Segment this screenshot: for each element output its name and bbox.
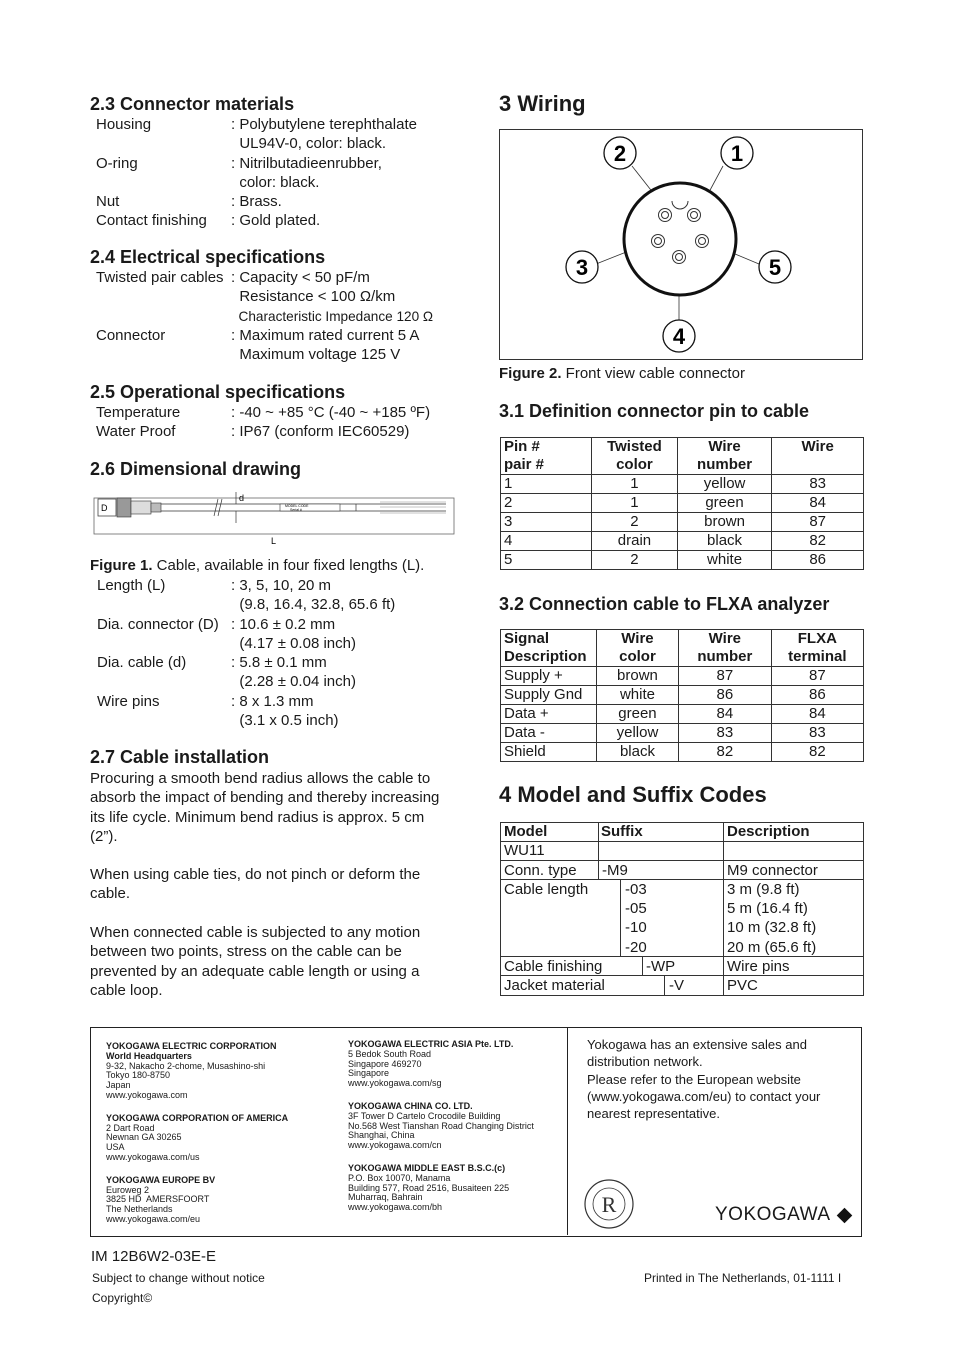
section-title-cable-installation: 2.7 Cable installation [90, 747, 270, 767]
address-line: www.yokogawa.com/cn [348, 1140, 442, 1151]
address-line: www.yokogawa.com [106, 1089, 188, 1100]
table-cell: 82 [772, 532, 864, 551]
spec-value: color: black. [231, 173, 320, 191]
table-cell: Data + [501, 705, 597, 724]
spec-key [90, 173, 231, 192]
address-line: Japan [106, 1080, 131, 1091]
address-line: P.O. Box 10070, Manama [348, 1172, 451, 1183]
table-header-cell: Wire number [677, 438, 772, 475]
table-cell: black [677, 532, 772, 551]
table-cell: Supply + [501, 667, 597, 686]
spec-key [90, 345, 231, 364]
table-cell: 2 [592, 513, 678, 532]
quality-seal-icon [583, 1178, 635, 1230]
table-row [501, 705, 864, 724]
address-line: 2 Dart Road [106, 1122, 155, 1133]
table-row [501, 743, 864, 762]
subject-to-change: Subject to change without notice [92, 1271, 265, 1285]
cable-installation-paragraph-2: When using cable ties, do not pinch or deform the cable. [90, 866, 421, 903]
table-row [501, 532, 864, 551]
table-cell: 3 [501, 513, 592, 532]
spec-row [97, 576, 395, 595]
spec-value: : Brass. [231, 193, 282, 211]
drawing-label-L: L [271, 536, 277, 546]
section-title-electrical-specs: 2.4 Electrical specifications [90, 247, 326, 267]
spec-row [90, 268, 433, 287]
table-cell: drain [592, 532, 678, 551]
table-row [501, 475, 864, 494]
office-address [106, 1042, 336, 1101]
spec-row [97, 634, 395, 653]
table-row [501, 494, 864, 513]
conn-type-code: -M9 [602, 862, 628, 879]
drawing-label-d: d [239, 493, 245, 503]
spec-value: (9.8, 16.4, 32.8, 65.6 ft) [231, 596, 396, 614]
table-cell: green [596, 705, 678, 724]
jacket-material-code: -V [669, 977, 684, 994]
spec-row [97, 672, 395, 691]
spec-row [90, 326, 433, 345]
table-cell: 2 [592, 551, 678, 570]
spec-row [97, 595, 395, 614]
section-title-model-suffix-codes: 4 Model and Suffix Codes [499, 782, 767, 807]
spec-key: Nut [96, 193, 120, 211]
spec-row [97, 692, 395, 711]
address-line: Muharraq, Bahrain [348, 1192, 423, 1203]
spec-key [90, 307, 231, 326]
office-address [348, 1040, 563, 1089]
spec-value: (2.28 ± 0.04 inch) [231, 673, 356, 691]
table-cell: 84 [679, 705, 772, 724]
spec-row [90, 154, 417, 173]
cable-length-code-10: -10 [625, 919, 647, 936]
spec-row [90, 134, 417, 153]
spec-key: Water Proof [96, 423, 176, 441]
table-cell: 87 [679, 667, 772, 686]
spec-row [97, 653, 395, 672]
cable-finishing-code: -WP [646, 958, 676, 975]
table-row [501, 724, 864, 743]
connector-materials-list [90, 115, 417, 231]
table-cell: 87 [772, 513, 864, 532]
office-address [106, 1114, 336, 1163]
electrical-specs-list [90, 268, 433, 364]
spec-value: UL94V-0, color: black. [231, 135, 387, 153]
table-cell: Data - [501, 724, 597, 743]
table-cell: brown [596, 667, 678, 686]
spec-row [90, 192, 417, 211]
contact-footer-box [90, 1027, 862, 1237]
address-line: The Netherlands [106, 1204, 173, 1215]
cable-length-label: Cable length [504, 881, 589, 898]
model-code: WU11 [504, 842, 545, 859]
address-line: No.568 West Tianshan Road Changing District [348, 1120, 534, 1131]
spec-value: (3.1 x 0.5 inch) [231, 712, 339, 730]
spec-value: : 10.6 ± 0.2 mm [231, 615, 336, 633]
svg-text:R: R [601, 1192, 617, 1217]
table-cell: 2 [501, 494, 592, 513]
office-address [106, 1176, 336, 1225]
table-cell: 1 [592, 494, 678, 513]
address-line: 3825 HD AMERSFOORT [106, 1194, 210, 1205]
table-cell: 1 [592, 475, 678, 494]
spec-value: Maximum voltage 125 V [231, 346, 401, 364]
figure-1-caption: Figure 1. Cable, available in four fixed lengths (L). [90, 557, 425, 574]
diamond-icon [836, 1207, 852, 1223]
spec-value: : Capacity < 50 pF/m [231, 269, 370, 286]
conn-type-desc: M9 connector [727, 862, 818, 879]
address-line: Singapore [348, 1068, 390, 1079]
spec-key [90, 287, 231, 306]
spec-row [97, 615, 395, 634]
drawing-label-serial: Serial # [290, 508, 302, 512]
spec-value: : -40 ~ +85 °C (-40 ~ +185 ºF) [231, 404, 431, 421]
flxa-connection-table [500, 629, 864, 762]
spec-row [90, 287, 433, 306]
spec-key: Dia. cable (d) [97, 654, 187, 672]
section-title-dimensional-drawing: 2.6 Dimensional drawing [90, 459, 302, 479]
drawing-label-model-code: MODEL CODE [285, 504, 309, 508]
table-header-cell: Wire color [596, 630, 678, 667]
office-name: YOKOGAWA CHINA CO. LTD. [348, 1100, 473, 1111]
office-name: YOKOGAWA ELECTRIC CORPORATION [106, 1041, 277, 1051]
address-line: 3F Tower D Cartelo Crocodile Building [348, 1110, 501, 1121]
table-cell: Shield [501, 743, 597, 762]
pin-definition-table [500, 437, 864, 570]
table-cell: green [677, 494, 772, 513]
address-line: 9-32, Nakacho 2-chome, Musashino-shi [106, 1060, 266, 1071]
table-header-cell: Wire [772, 438, 864, 475]
spec-key: Length (L) [97, 577, 166, 594]
spec-key: Wire pins [97, 692, 160, 710]
spec-row [90, 403, 430, 422]
spec-value: : IP67 (conform IEC60529) [231, 423, 410, 441]
spec-value: : 8 x 1.3 mm [231, 692, 314, 710]
section-title-flxa-connection: 3.2 Connection cable to FLXA analyzer [499, 594, 830, 614]
drawing-label-D: D [101, 503, 108, 513]
spec-key [90, 134, 231, 153]
spec-value: : Maximum rated current 5 A [231, 326, 420, 344]
cable-length-desc-10: 10 m (32.8 ft) [727, 919, 817, 936]
table-cell: 82 [679, 743, 772, 762]
pin-label-1: 1 [730, 141, 744, 166]
address-line: www.yokogawa.com/bh [348, 1202, 443, 1213]
spec-row [90, 115, 417, 134]
table-cell: 86 [772, 551, 864, 570]
model-suffix-table [500, 822, 864, 996]
table-cell: yellow [596, 724, 678, 743]
spec-value: : Nitrilbutadieenrubber, [231, 154, 382, 172]
table-cell: 87 [771, 667, 863, 686]
document-id: IM 12B6W2-03E-E [91, 1248, 217, 1265]
table-cell: 4 [501, 532, 592, 551]
cable-length-code-05: -05 [625, 900, 647, 917]
section-title-pin-definition: 3.1 Definition connector pin to cable [499, 401, 810, 421]
cable-finishing-label: Cable finishing [504, 958, 603, 975]
spec-row [97, 711, 395, 730]
conn-type-label: Conn. type [504, 862, 577, 879]
office-name: YOKOGAWA EUROPE BV [106, 1174, 216, 1185]
address-line: 5 Bedok South Road [348, 1048, 432, 1059]
copyright: Copyright© [92, 1291, 153, 1305]
operational-specs-list [90, 403, 430, 442]
office-name: YOKOGAWA CORPORATION OF AMERICA [106, 1112, 289, 1123]
address-line: Newnan GA 30265 [106, 1132, 182, 1143]
cable-length-desc-20: 20 m (65.6 ft) [727, 939, 817, 956]
spec-value: Resistance < 100 Ω/km [231, 288, 396, 306]
header-model: Model [504, 823, 548, 840]
table-cell: Supply Gnd [501, 686, 597, 705]
cable-length-code-03: -03 [625, 881, 647, 898]
pin-label-5: 5 [768, 255, 782, 280]
address-line: Tokyo 180-8750 [106, 1070, 171, 1081]
table-cell: white [596, 686, 678, 705]
office-address [348, 1164, 563, 1213]
table-cell: 1 [501, 475, 592, 494]
cable-dimensions-list [97, 576, 395, 730]
jacket-material-label: Jacket material [504, 977, 605, 994]
cable-installation-paragraph-3: When connected cable is subjected to any motion between two points, stress on the cable can be prevented by an adequate cable length or using a cable loop. [90, 924, 421, 999]
office-name: YOKOGAWA MIDDLE EAST B.S.C.(c) [348, 1162, 506, 1173]
table-row [501, 686, 864, 705]
spec-key: Twisted pair cables [96, 269, 224, 286]
address-line: Building 577, Road 2516, Busaiteen 225 [348, 1182, 510, 1193]
spec-key [97, 595, 231, 614]
spec-key [97, 634, 231, 653]
table-row [501, 667, 864, 686]
table-cell: 83 [679, 724, 772, 743]
table-cell: 5 [501, 551, 592, 570]
address-line: www.yokogawa.com/sg [348, 1078, 442, 1089]
table-header-cell: Signal Description [501, 630, 597, 667]
section-title-wiring: 3 Wiring [499, 91, 586, 116]
table-cell: 83 [772, 475, 864, 494]
spec-key: Connector [96, 326, 166, 344]
spec-row [90, 307, 433, 326]
office-address [348, 1102, 563, 1151]
table-header-cell: FLXA terminal [771, 630, 863, 667]
table-cell: 82 [771, 743, 863, 762]
table-row [501, 551, 864, 570]
address-line: www.yokogawa.com/eu [106, 1213, 201, 1224]
spec-row [90, 211, 417, 230]
pin-label-4: 4 [672, 324, 686, 349]
header-description: Description [727, 823, 810, 840]
table-cell: 83 [771, 724, 863, 743]
table-cell: 86 [679, 686, 772, 705]
address-line: Singapore 469270 [348, 1058, 422, 1069]
table-cell: brown [677, 513, 772, 532]
address-line: World Headquarters [106, 1050, 192, 1061]
cable-length-code-20: -20 [625, 939, 647, 956]
table-header-cell: Wire number [679, 630, 772, 667]
cable-dimensional-drawing [90, 486, 460, 548]
cable-finishing-desc: Wire pins [727, 958, 790, 975]
section-title-operational-specs: 2.5 Operational specifications [90, 382, 346, 402]
pin-label-2: 2 [613, 141, 627, 166]
figure-2-caption: Figure 2. Front view cable connector [499, 365, 745, 382]
table-header-cell: Twisted color [592, 438, 678, 475]
spec-row [90, 422, 430, 441]
spec-row [90, 345, 433, 364]
address-line: USA [106, 1142, 125, 1153]
cable-installation-paragraph-1: Procuring a smooth bend radius allows the cable to absorb the impact of bending and thereby increasing its life cycle. Minimum bend radius is approx. 5 cm (2”). [90, 770, 440, 845]
printed-location: Printed in The Netherlands, 01-1111 I [644, 1271, 842, 1285]
table-cell: 86 [771, 686, 863, 705]
office-name: YOKOGAWA ELECTRIC ASIA Pte. LTD. [348, 1039, 514, 1049]
spec-key: Temperature [96, 404, 181, 421]
pin-label-3: 3 [575, 255, 589, 280]
section-title-connector-materials: 2.3 Connector materials [90, 94, 295, 114]
spec-value: (4.17 ± 0.08 inch) [231, 634, 356, 652]
distribution-note: Yokogawa has an extensive sales and distribution network. Please refer to the European website (www.yokogawa.com/eu) to contact your nearest representative. [587, 1037, 821, 1122]
table-cell: yellow [677, 475, 772, 494]
yokogawa-logo: YOKOGAWA [715, 1204, 850, 1226]
table-cell: white [677, 551, 772, 570]
table-cell: black [596, 743, 678, 762]
spec-key: Contact finishing [96, 212, 207, 230]
spec-key: O-ring [96, 154, 138, 172]
table-row [501, 513, 864, 532]
table-cell: 84 [772, 494, 864, 513]
spec-value: : Polybutylene terephthalate [231, 116, 417, 133]
address-line: Shanghai, China [348, 1130, 415, 1141]
connector-front-view [499, 129, 863, 360]
spec-value: : Gold plated. [231, 212, 321, 230]
header-suffix: Suffix [601, 823, 643, 840]
spec-row [90, 173, 417, 192]
spec-value: : 3, 5, 10, 20 m [231, 577, 332, 594]
spec-key: Dia. connector (D) [97, 615, 219, 633]
table-header-cell: Pin # pair # [501, 438, 592, 475]
address-line: Euroweg 2 [106, 1184, 150, 1195]
spec-key [97, 672, 231, 691]
spec-value: Characteristic Impedance 120 Ω [231, 308, 434, 324]
address-line: www.yokogawa.com/us [106, 1151, 200, 1162]
cable-length-desc-03: 3 m (9.8 ft) [727, 881, 800, 898]
spec-value: : 5.8 ± 0.1 mm [231, 654, 327, 672]
cable-length-desc-05: 5 m (16.4 ft) [727, 900, 808, 917]
jacket-material-desc: PVC [727, 977, 758, 994]
spec-key: Housing [96, 116, 152, 133]
table-cell: 84 [771, 705, 863, 724]
spec-key [97, 711, 231, 730]
